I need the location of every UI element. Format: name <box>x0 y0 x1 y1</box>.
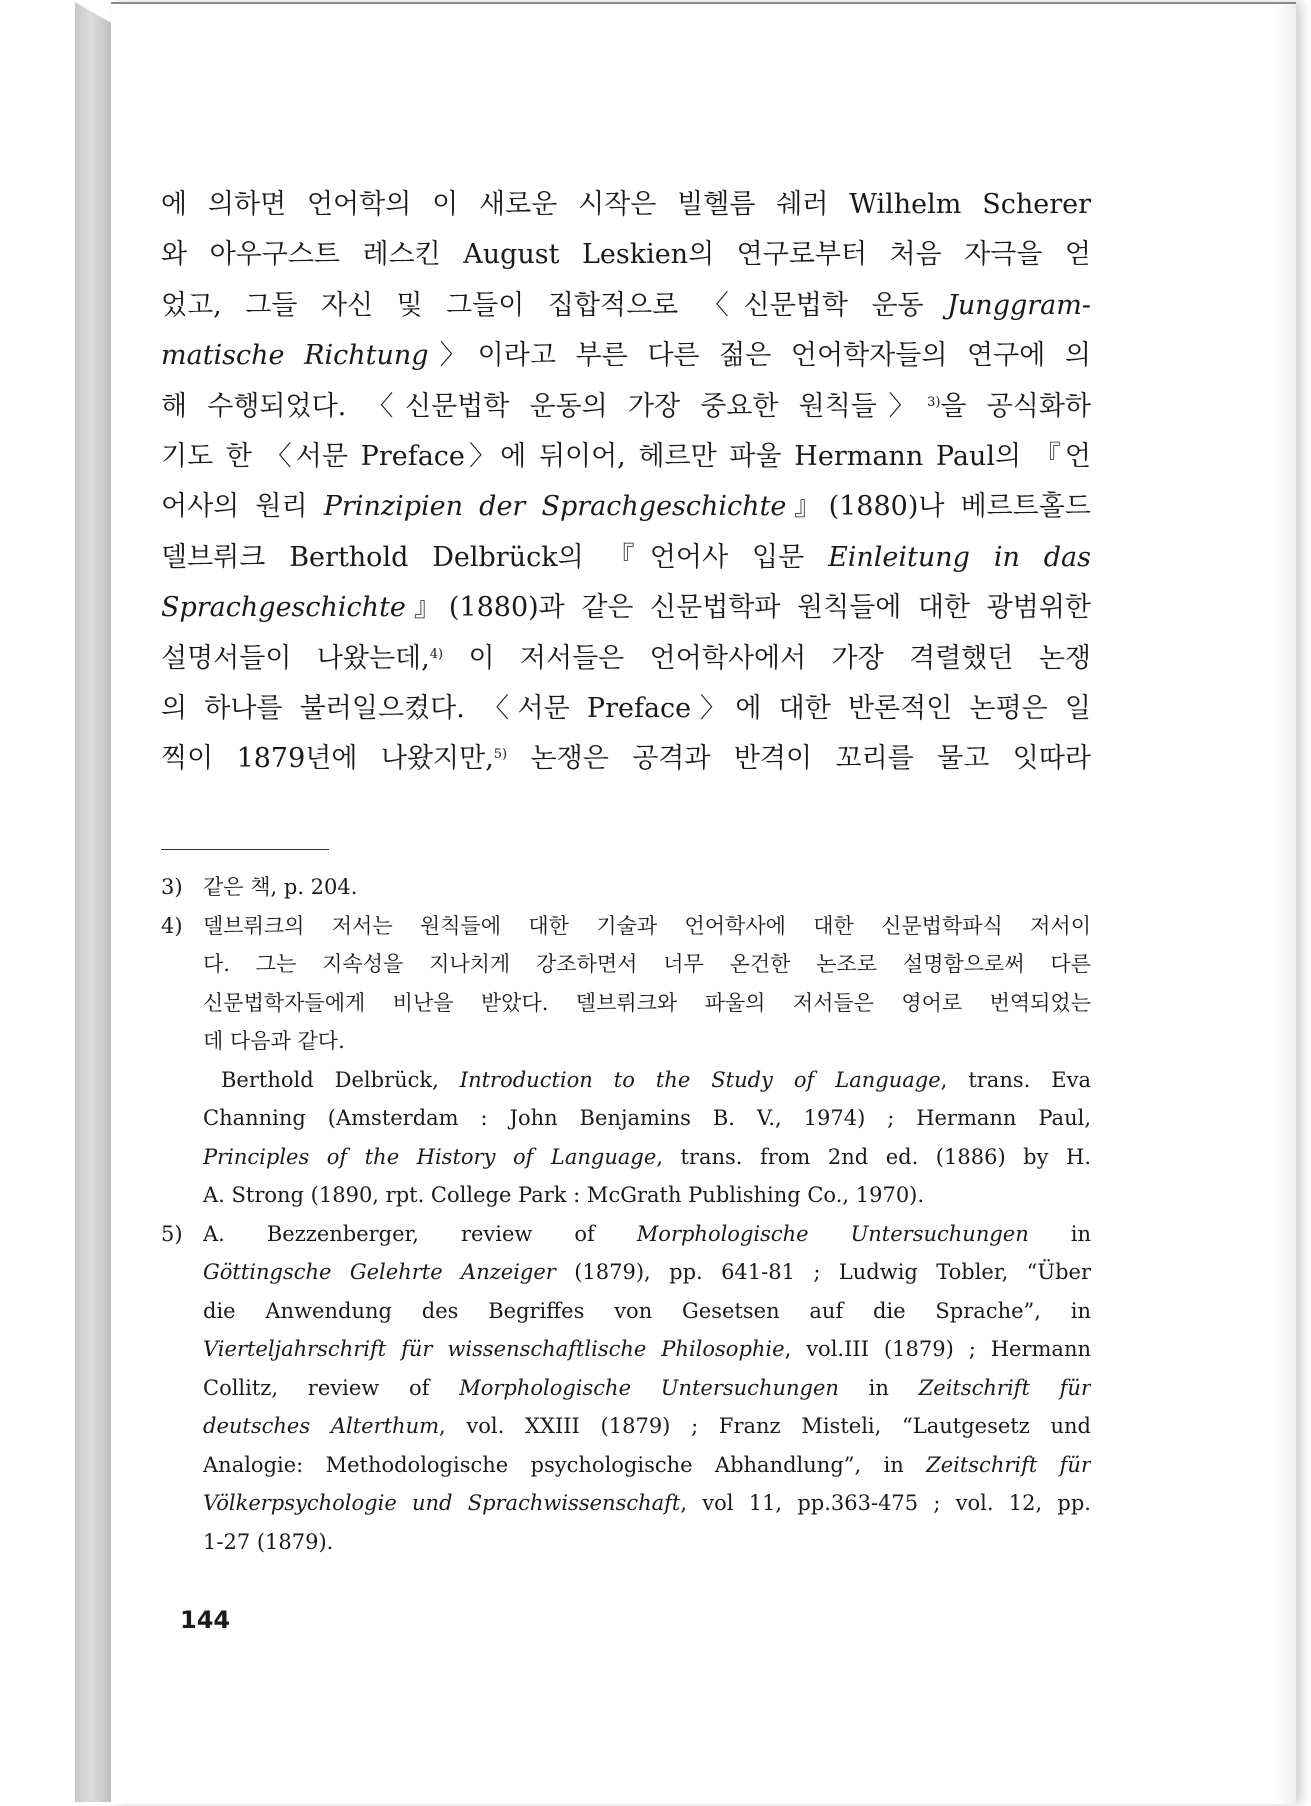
body-paragraph <box>161 180 1091 785</box>
body-line: 와 아우구스트 레스킨 August Leskien의 연구로부터 처음 자극을 얻 <box>161 239 1091 271</box>
footnote-line: 다. 그는 지속성을 지나치게 강조하면서 너무 온건한 논조로 설명함으로써 다른 <box>203 952 1091 976</box>
footnote-line: Völkerpsychologie und Sprachwissenschaft, vol 11, pp.363-475 ; vol. 12, pp. <box>203 1491 1091 1515</box>
footnote-separator <box>161 849 329 850</box>
footnote-line: 신문법학자들에게 비난을 받았다. 델브뤼크와 파울의 저서들은 영어로 번역되었는 <box>203 990 1091 1015</box>
body-line: 었고, 그들 자신 및 그들이 집합적으로 〈신문법학 운동 Junggram- <box>161 289 1091 321</box>
footnote-line: Collitz, review of Morphologische Untersuchungen in Zeitschrift für <box>203 1375 1091 1400</box>
footnote-line: A. Bezzenberger, review of Morphologische Untersuchungen in <box>203 1221 1091 1246</box>
footnote-number: 5) <box>161 1221 183 1246</box>
body-line: 의 하나를 불러일으켰다. 〈서문 Preface〉에 대한 반론적인 논평은 일 <box>161 692 1091 724</box>
footnote-5 <box>161 1215 1091 1562</box>
footnote-line: die Anwendung des Begriffes von Gesetsen auf die Sprache”, in <box>203 1298 1091 1323</box>
footnote-number: 4) <box>161 913 183 938</box>
body-line: 기도 한 〈서문 Preface〉에 뒤이어, 헤르만 파울 Hermann Paul의 『언 <box>161 440 1091 472</box>
body-line: 에 의하면 언어학의 이 새로운 시작은 빌헬름 쉐러 Wilhelm Scherer <box>161 189 1091 220</box>
footnotes <box>161 868 1091 1561</box>
body-line: Sprachgeschichte』(1880)과 같은 신문법학파 원칙들에 대한 광범위한 <box>161 592 1091 624</box>
footnote-line: 같은 책, p. 204. <box>203 875 358 899</box>
book-spine <box>75 2 113 1802</box>
footnote-line: Göttingsche Gelehrte Anzeiger (1879), pp. 641-81 ; Ludwig Tobler, “Über <box>203 1260 1091 1284</box>
page-number: 144 <box>180 1606 231 1634</box>
footnote-line: Channing (Amsterdam : John Benjamins B. V., 1974) ; Hermann Paul, <box>203 1106 1091 1130</box>
body-line: 설명서들이 나왔는데,$^{4)}$ 이 저서들은 언어학사에서 가장 격렬했던 논쟁 <box>161 642 1091 674</box>
footnote-line: A. Strong (1890, rpt. College Park : McGrath Publishing Co., 1970). <box>203 1183 925 1207</box>
footnote-line: 델브뤼크의 저서는 원칙들에 대한 기술과 언어학사에 대한 신문법학파식 저서이 <box>203 913 1091 938</box>
footnote-number: 3) <box>161 875 183 899</box>
footnote-line: deutsches Alterthum, vol. XXIII (1879) ; Franz Misteli, “Lautgesetz und <box>203 1414 1091 1438</box>
footnote-line: Vierteljahrschrift für wissenschaftlische Philosophie, vol.III (1879) ; Hermann <box>203 1337 1091 1361</box>
body-line: 델브뤼크 Berthold Delbrück의 『언어사 입문 Einleitung in das <box>161 541 1091 573</box>
footnote-line: 1-27 (1879). <box>203 1529 334 1554</box>
footnote-4 <box>161 907 1091 1215</box>
body-line: matische Richtung〉이라고 부른 다른 젊은 언어학자들의 연구에 의 <box>161 340 1091 372</box>
body-line: 해 수행되었다. 〈신문법학 운동의 가장 중요한 원칙들〉$^{3)}$을 공식화하 <box>161 390 1091 422</box>
footnote-line: Analogie: Methodologische psychologische Abhandlung”, in Zeitschrift für <box>203 1452 1091 1477</box>
body-line: 찍이 1879년에 나왔지만,$^{5)}$ 논쟁은 공격과 반격이 꼬리를 물고 잇따라 <box>161 743 1091 775</box>
page-edge-shadow <box>1276 4 1296 1804</box>
footnote-3 <box>161 868 1091 907</box>
footnote-line: Principles of the History of Language, trans. from 2nd ed. (1886) by H. <box>203 1144 1091 1169</box>
footnote-line: 데 다음과 같다. <box>203 1029 345 1053</box>
body-line: 어사의 원리 Prinzipien der Sprachgeschichte』(1880)나 베르트홀드 <box>161 491 1091 523</box>
footnote-line: Berthold Delbrück, Introduction to the Study of Language, trans. Eva <box>221 1067 1091 1092</box>
